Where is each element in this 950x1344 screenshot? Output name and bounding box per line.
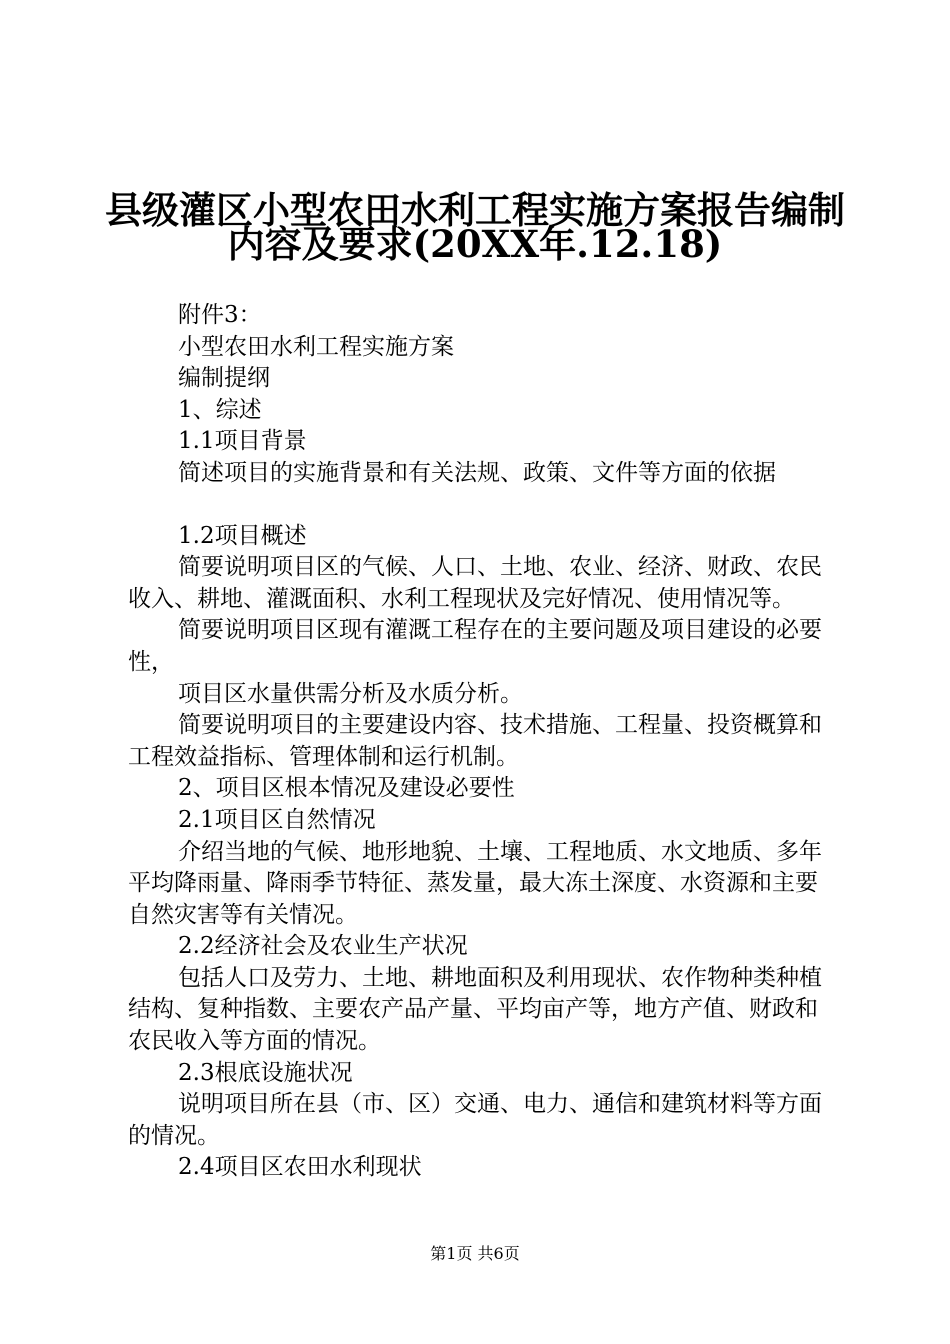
paragraph: 说明项目所在县（市、区）交通、电力、通信和建筑材料等方面的情况。 [128,1091,822,1149]
subsection-heading: 2.3根底设施状况 [178,1059,353,1086]
plan-name: 小型农田水利工程实施方案 [178,333,454,360]
paragraph: 简要说明项目区的气候、人口、土地、农业、经济、财政、农民收入、耕地、灌溉面积、水利工程现状及完好情况、使用情况等。 [128,554,822,612]
paragraph: 简述项目的实施背景和有关法规、政策、文件等方面的依据 [178,459,776,486]
document-body [128,300,833,1184]
section-heading: 1、综述 [178,396,262,423]
subsection-heading: 1.2项目概述 [178,522,307,549]
document-title-line-1: 县级灌区小型农田水利工程实施方案报告编制 [105,188,845,232]
outline-heading: 编制提纲 [178,365,270,392]
subsection-heading: 1.1项目背景 [178,428,307,455]
paragraph: 简要说明项目区现有灌溉工程存在的主要问题及项目建设的必要性， [128,617,822,675]
paragraph: 简要说明项目的主要建设内容、技术措施、工程量、投资概算和工程效益指标、管理体制和运行机制。 [128,712,822,770]
page-number: 第1页 共6页 [430,1244,520,1263]
attachment-label: 附件3： [178,302,262,328]
subsection-heading: 2.1项目区自然情况 [178,806,376,833]
subsection-heading: 2.2经济社会及农业生产状况 [178,933,468,960]
paragraph: 介绍当地的气候、地形地貌、土壤、工程地质、水文地质、多年平均降雨量、降雨季节特征、蒸发量，最大冻土深度、水资源和主要自然灾害等有关情况。 [128,838,822,928]
paragraph: 包括人口及劳力、土地、耕地面积及利用现状、农作物种类种植结构、复种指数、主要农产品产量、平均亩产等，地方产值、财政和农民收入等方面的情况。 [128,964,822,1055]
section-heading: 2、项目区根本情况及建设必要性 [178,775,515,802]
subsection-heading: 2.4项目区农田水利现状 [178,1154,422,1181]
document-title-line-2: 内容及要求(20XX年.12.18) [227,222,723,266]
paragraph: 项目区水量供需分析及水质分析。 [178,680,523,707]
